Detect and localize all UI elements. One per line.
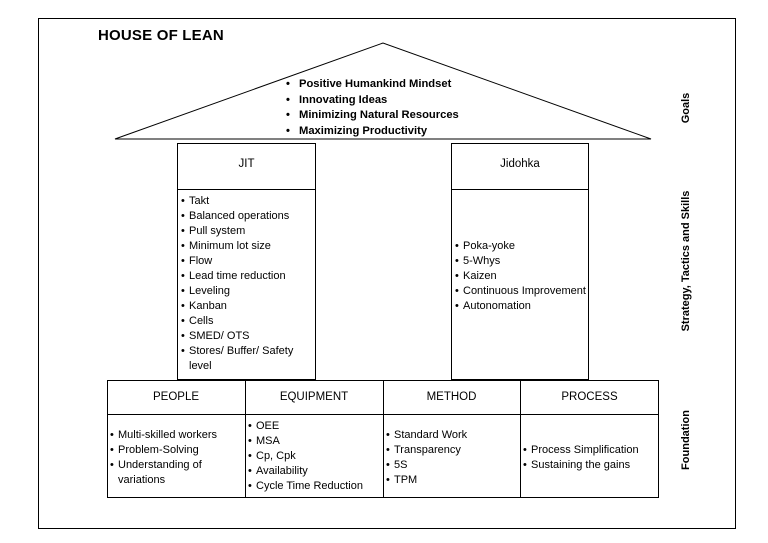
goals-list <box>286 77 459 139</box>
list-item: • Kaizen <box>455 269 587 284</box>
pillar-jit-title: JIT <box>238 158 255 170</box>
list-item: • Stores/ Buffer/ Safety level <box>181 344 313 374</box>
list-item: • Balanced operations <box>181 209 313 224</box>
goal-item: • Maximizing Productivity <box>286 124 459 140</box>
side-label-strategy: Strategy, Tactics and Skills <box>680 190 692 332</box>
list-item: • Takt <box>181 194 313 209</box>
foundation-process-title: PROCESS <box>561 391 618 403</box>
goal-item: • Minimizing Natural Resources <box>286 108 459 124</box>
list-item: • Cycle Time Reduction <box>248 479 382 494</box>
list-item: • Standard Work <box>386 428 519 443</box>
side-label-foundation: Foundation <box>680 410 692 470</box>
pillar-jidohka-title: Jidohka <box>500 158 540 170</box>
list-item: • Autonomation <box>455 299 587 314</box>
list-item: • Flow <box>181 254 313 269</box>
list-item: • Problem-Solving <box>110 443 244 458</box>
foundation-process-list <box>523 443 658 473</box>
list-item: • TPM <box>386 473 519 488</box>
list-item: • Leveling <box>181 284 313 299</box>
list-item: • 5S <box>386 458 519 473</box>
foundation-equipment-title: EQUIPMENT <box>279 391 349 403</box>
pillar-jit-list <box>181 194 313 374</box>
list-item: • Understanding of variations <box>110 458 244 488</box>
list-item: • Pull system <box>181 224 313 239</box>
pillar-jidohka-divider <box>451 189 589 190</box>
list-item: • Continuous Improvement <box>455 284 587 299</box>
list-item: • OEE <box>248 419 382 434</box>
list-item: • Poka-yoke <box>455 239 587 254</box>
foundation-method-title: METHOD <box>426 391 477 403</box>
diagram-title: HOUSE OF LEAN <box>98 27 224 44</box>
goal-item: • Innovating Ideas <box>286 93 459 109</box>
pillar-jit-divider <box>177 189 316 190</box>
list-item: • Lead time reduction <box>181 269 313 284</box>
goal-item: • Positive Humankind Mindset <box>286 77 459 93</box>
foundation-people-title: PEOPLE <box>152 391 200 403</box>
list-item: • Minimum lot size <box>181 239 313 254</box>
side-label-goals: Goals <box>680 92 692 124</box>
list-item: • 5-Whys <box>455 254 587 269</box>
list-item: • Cells <box>181 314 313 329</box>
foundation-equipment-list <box>248 419 382 494</box>
list-item: • Transparency <box>386 443 519 458</box>
foundation-people-list <box>110 428 244 488</box>
foundation-method-list <box>386 428 519 488</box>
list-item: • Availability <box>248 464 382 479</box>
list-item: • Sustaining the gains <box>523 458 658 473</box>
list-item: • Process Simplification <box>523 443 658 458</box>
list-item: • Multi-skilled workers <box>110 428 244 443</box>
list-item: • Cp, Cpk <box>248 449 382 464</box>
list-item: • Kanban <box>181 299 313 314</box>
pillar-jidohka-list <box>455 239 587 314</box>
list-item: • MSA <box>248 434 382 449</box>
list-item: • SMED/ OTS <box>181 329 313 344</box>
